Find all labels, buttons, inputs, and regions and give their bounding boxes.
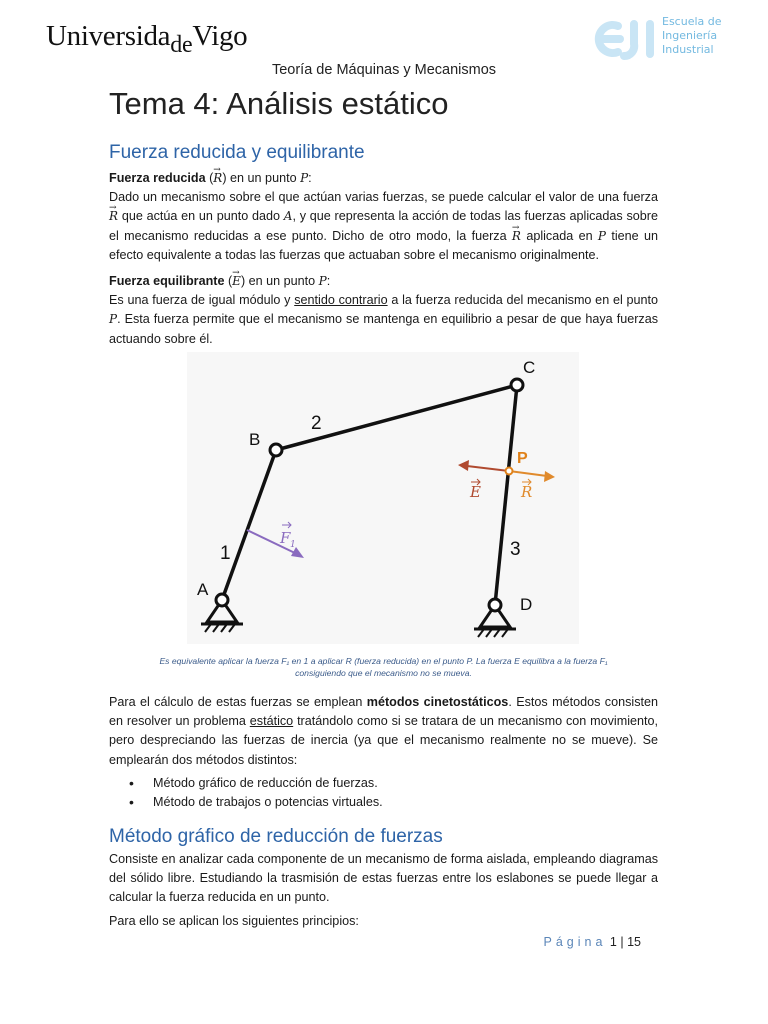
- total-pages: 15: [627, 935, 641, 949]
- text-span: en un punto: [230, 171, 297, 185]
- page-word: Página: [543, 935, 607, 949]
- vector-symbol: → E: [232, 272, 241, 291]
- label-a: A: [197, 580, 209, 599]
- label-r-letter: R: [521, 483, 533, 501]
- list-item: • Método gráfico de reducción de fuerzas.: [109, 774, 383, 793]
- section-heading: Fuerza reducida y equilibrante: [109, 142, 365, 163]
- figure-caption: [109, 655, 658, 679]
- four-bar-mechanism-diagram: [187, 352, 579, 644]
- universidade-vigo-logo: Universida$_{de}$Vigo: [46, 20, 248, 58]
- underlined-text: estático: [249, 714, 294, 729]
- caption-line: Es equivalente aplicar la fuerza F₁ en 1 a aplicar R (fuerza reducida) en el punto P. La fuerza E equilibra a la fuerza F₁: [159, 656, 608, 666]
- current-page: 1: [609, 935, 617, 949]
- text-span: , y que representa la acción de todas las fuerzas aplicadas sobre el mecanismo reducidas a ese punto. Dicho de otro modo, la fuerza: [109, 209, 658, 243]
- page-number: [544, 935, 642, 949]
- page-title: Tema 4: Análisis estático: [109, 86, 449, 121]
- joint-b: [270, 444, 282, 456]
- school-name-line: Industrial: [662, 43, 714, 56]
- label-f1: [279, 522, 296, 550]
- term-label: Fuerza reducida: [109, 171, 206, 185]
- label-f1-letter: F: [280, 529, 291, 547]
- vector-symbol: → R: [512, 227, 521, 246]
- point-p-marker: [506, 468, 513, 475]
- label-link-3: 3: [510, 539, 521, 560]
- label-e-letter: E: [470, 483, 481, 501]
- bold-term: métodos cinetostáticos: [366, 695, 509, 709]
- joint-d: [489, 599, 501, 611]
- principles-intro: Para ello se aplican los siguientes principios:: [109, 914, 359, 928]
- section-heading: Método gráfico de reducción de fuerzas: [109, 826, 443, 847]
- label-p: P: [517, 450, 528, 467]
- text-span: Es una fuerza de igual módulo y: [109, 293, 291, 308]
- math-symbol: P: [300, 171, 309, 185]
- vector-symbol: → R: [213, 169, 222, 188]
- label-b: B: [249, 430, 261, 449]
- joint-c: [511, 379, 523, 391]
- underlined-text: sentido contrario: [294, 293, 388, 308]
- reduced-force-paragraph: Fuerza reducida (→ R) en un punto P: Dado un mecanismo sobre el que actúan varias fuerzas, se puede calcular el valor de una fuerza → R que actúa en un punto dado A, y que representa la acción de todas las fuerzas aplicadas sobre el mecanismo reducidas a ese punto. Dicho de otro modo, la fuerza → R aplicada en P tiene un efecto equivalente a todas las fuerzas que actuaban sobre el mecanismo originalmente.: [109, 169, 658, 265]
- label-e: [469, 479, 481, 501]
- text-span: tratándolo como si se tratara de un mecanismo con movimiento, pero despreciando las fuerzas de inercia (ya que el mecanismo realmente no se mueve). Se emplearán dos métodos distintos:: [109, 714, 659, 767]
- label-link-2: 2: [311, 413, 322, 434]
- text-span: que actúa en un punto dado: [121, 209, 280, 224]
- graphic-method-paragraph: Consiste en analizar cada componente de un mecanismo de forma aislada, empleando diagramas del sólido libre. Estudiando la trasmisión de estas fuerzas entre los eslabones se puede llegar a calcular la fuerza reducida en un punto.: [109, 852, 658, 905]
- force-e-arrowhead: [458, 460, 469, 471]
- label-link-1: 1: [220, 543, 231, 564]
- label-r: [520, 479, 532, 501]
- text-span: tiene un efecto equivalente a todas las fuerzas que actuaban sobre el mecanismo originalmente.: [109, 228, 659, 262]
- link-3: [495, 385, 517, 605]
- math-symbol: P: [109, 312, 118, 327]
- school-name-line: Escuela de: [662, 15, 722, 28]
- list-item: • Método de trabajos o potencias virtuales.: [109, 793, 383, 812]
- text-span: Para el cálculo de estas fuerzas se emplean: [109, 695, 363, 709]
- text-span: en un punto: [248, 274, 316, 288]
- text-span: aplicada en: [526, 228, 593, 243]
- school-name-line: Ingeniería: [662, 29, 718, 42]
- math-symbol: P: [318, 274, 327, 288]
- force-e-arrow: [467, 466, 509, 471]
- term-label: Fuerza equilibrante: [109, 274, 225, 288]
- equilibrant-force-paragraph: Fuerza equilibrante (→ E) en un punto P: Es una fuerza de igual módulo y sentido contrario a la fuerza reducida del mecanismo en el punto P. Esta fuerza permite que el mecanismo se mantenga en equilibrio a pesar de que haya fuerzas actuando sobre él.: [109, 272, 658, 349]
- joint-a: [216, 594, 228, 606]
- text-span: . Estos métodos consisten en resolver un problema: [109, 695, 659, 729]
- link-1: [222, 450, 276, 600]
- school-name: [662, 15, 722, 57]
- force-r-arrow: [509, 471, 547, 476]
- caption-line: consiguiendo que el mecanismo no se mueva.: [295, 668, 472, 678]
- label-f1-subscript: 1: [290, 540, 296, 550]
- force-r-arrowhead: [544, 471, 555, 482]
- math-symbol: P: [597, 228, 606, 243]
- text-span: a la fuerza reducida del mecanismo en el punto: [391, 293, 659, 308]
- label-c: C: [523, 358, 536, 377]
- methods-list: [109, 774, 383, 812]
- methods-paragraph: [109, 693, 658, 770]
- vector-symbol: → R: [109, 207, 118, 226]
- label-d: D: [520, 595, 533, 614]
- text-span: Dado un mecanismo sobre el que actúan varias fuerzas, se puede calcular el valor de una fuerza: [109, 190, 658, 205]
- math-symbol: A: [283, 209, 293, 224]
- text-span: . Esta fuerza permite que el mecanismo se mantenga en equilibrio a pesar de que haya fuerzas actuando sobre él.: [109, 312, 658, 346]
- page-separator: |: [620, 935, 624, 949]
- course-title: Teoría de Máquinas y Mecanismos: [271, 62, 497, 78]
